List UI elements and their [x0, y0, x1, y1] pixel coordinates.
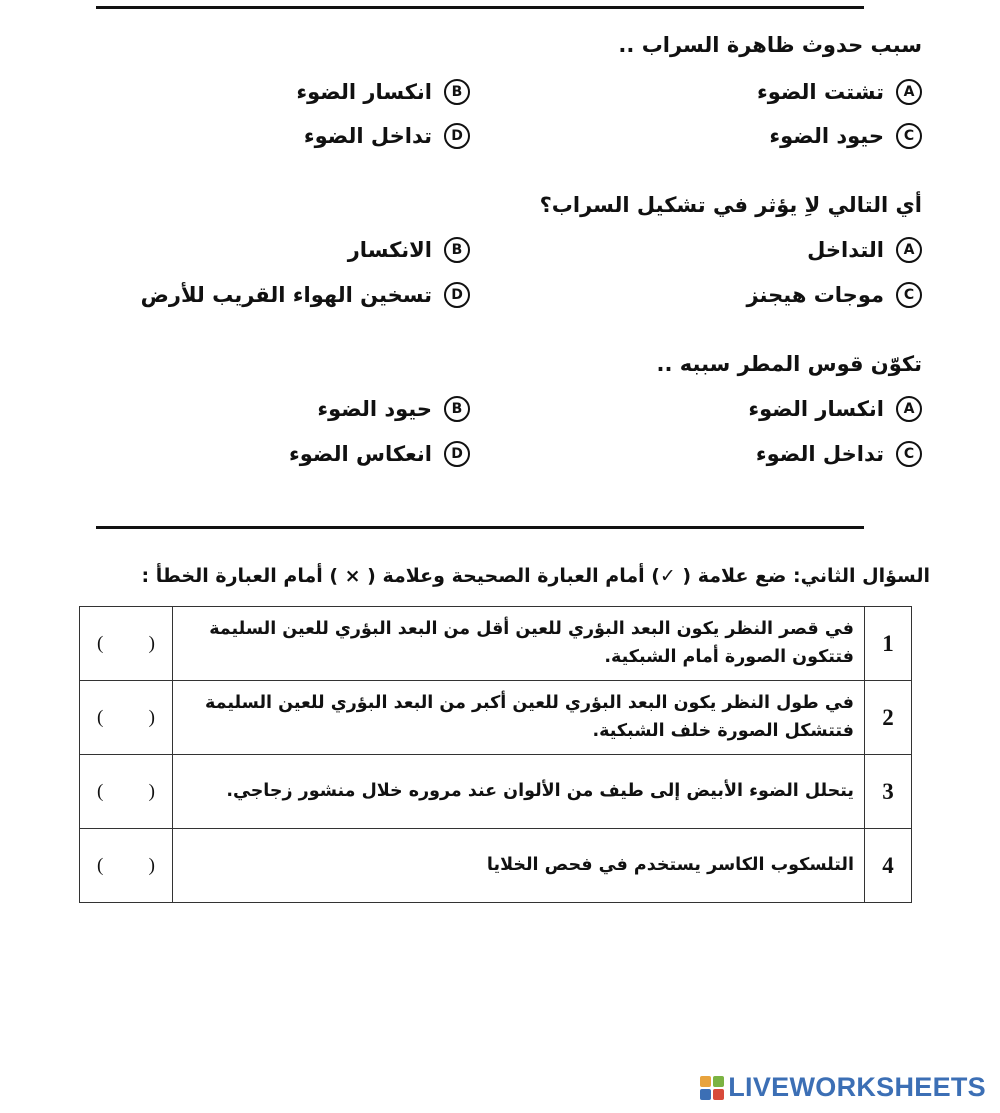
option-letter-a: A	[896, 396, 922, 422]
option-text: التداخل	[807, 238, 884, 262]
q3-option-d[interactable]	[289, 441, 470, 467]
statement-line: يتحلل الضوء الأبيض إلى طيف من الألوان عند مروره خلال منشور زجاجي.	[226, 780, 854, 801]
q1-option-c[interactable]	[769, 123, 922, 149]
answer-cell[interactable]	[80, 829, 173, 903]
answer-parentheses[interactable]: ( )	[97, 706, 155, 728]
statement-cell	[173, 755, 865, 829]
option-text: تداخل الضوء	[755, 442, 884, 466]
option-text: انعكاس الضوء	[288, 442, 432, 466]
q1-option-d[interactable]	[304, 123, 470, 149]
q2-option-a[interactable]	[807, 237, 922, 263]
statement-line: التلسكوب الكاسر يستخدم في فحص الخلايا	[486, 854, 854, 875]
option-text: تسخين الهواء القريب للأرض	[140, 283, 432, 307]
q2-option-b[interactable]	[348, 237, 470, 263]
option-letter-c: C	[896, 123, 922, 149]
statement-line: فتتشكل الصورة خلف الشبكية.	[592, 720, 854, 741]
answer-cell[interactable]	[80, 755, 173, 829]
option-letter-b: B	[444, 396, 470, 422]
logo-text: LIVEWORKSHEETS	[728, 1072, 986, 1102]
q3-option-c[interactable]	[756, 441, 922, 467]
statement-line: فتتكون الصورة أمام الشبكية.	[604, 646, 854, 667]
statement-line: في طول النظر يكون البعد البؤري للعين أكبر من البعد البؤري للعين السليمة	[205, 693, 854, 714]
question-1-prompt: سبب حدوث ظاهرة السراب ..	[618, 33, 922, 57]
answer-parentheses[interactable]: ( )	[97, 854, 155, 876]
question-2-prompt: أي التالي لاِ يؤثر في تشكيل السراب؟	[539, 193, 922, 217]
section-divider	[96, 526, 864, 529]
question-3-prompt: تكوّن قوس المطر سببه ..	[656, 352, 922, 376]
option-text: حيود الضوء	[769, 124, 884, 148]
answer-cell[interactable]	[80, 607, 173, 681]
q1-option-b[interactable]	[296, 79, 470, 105]
option-letter-d: D	[444, 441, 470, 467]
option-letter-a: A	[896, 79, 922, 105]
question-2-title: السؤال الثاني: ضع علامة ( ✓) أمام العبارة الصحيحة وعلامة ( × ) أمام العبارة الخطأ :	[141, 565, 930, 587]
top-divider	[96, 6, 864, 9]
liveworksheets-logo-icon	[700, 1076, 724, 1100]
answer-parentheses[interactable]: ( )	[97, 632, 155, 654]
table-row	[80, 755, 912, 829]
logo-square	[700, 1076, 711, 1087]
answer-cell[interactable]	[80, 681, 173, 755]
option-letter-d: D	[444, 282, 470, 308]
statement-cell	[173, 829, 865, 903]
table-row	[80, 829, 912, 903]
table-row	[80, 607, 912, 681]
option-letter-c: C	[896, 282, 922, 308]
table-row	[80, 681, 912, 755]
q2-option-c[interactable]	[746, 282, 922, 308]
row-number: 2	[865, 681, 912, 755]
option-text: انكسار الضوء	[296, 80, 432, 104]
statement-cell	[173, 607, 865, 681]
option-letter-b: B	[444, 237, 470, 263]
q3-option-b[interactable]	[317, 396, 470, 422]
option-text: الانكسار	[347, 238, 432, 262]
logo-square	[713, 1076, 724, 1087]
answer-parentheses[interactable]: ( )	[97, 780, 155, 802]
q3-option-a[interactable]	[748, 396, 922, 422]
q1-option-a[interactable]	[757, 79, 922, 105]
logo-square	[713, 1089, 724, 1100]
option-text: حيود الضوء	[317, 397, 432, 421]
liveworksheets-logo[interactable]	[700, 1072, 986, 1103]
q2-option-d[interactable]	[141, 282, 470, 308]
true-false-table	[79, 606, 912, 903]
option-text: تشتت الضوء	[756, 80, 884, 104]
option-text: موجات هيجنز	[746, 283, 884, 307]
row-number: 4	[865, 829, 912, 903]
option-letter-a: A	[896, 237, 922, 263]
option-letter-d: D	[444, 123, 470, 149]
option-letter-b: B	[444, 79, 470, 105]
logo-square	[700, 1089, 711, 1100]
option-letter-c: C	[896, 441, 922, 467]
row-number: 1	[865, 607, 912, 681]
option-text: انكسار الضوء	[748, 397, 884, 421]
row-number: 3	[865, 755, 912, 829]
statement-cell	[173, 681, 865, 755]
statement-line: في قصر النظر يكون البعد البؤري للعين أقل من البعد البؤري للعين السليمة	[209, 619, 854, 640]
option-text: تداخل الضوء	[303, 124, 432, 148]
